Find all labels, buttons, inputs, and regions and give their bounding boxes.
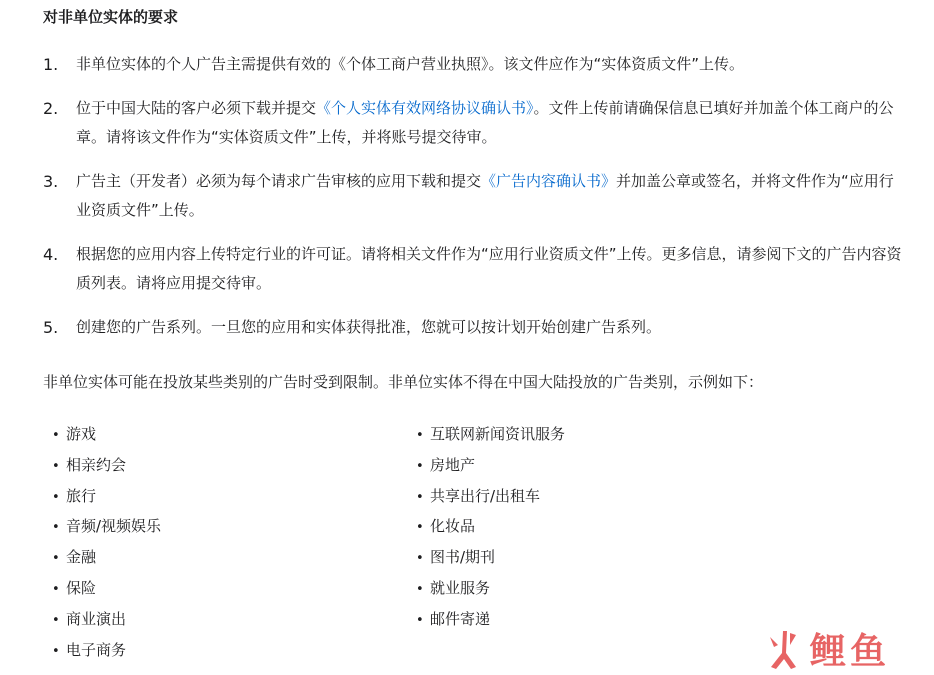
category-label: 游戏 [66, 425, 97, 443]
category-label: 化妆品 [430, 517, 476, 536]
requirement-step-3 [43, 167, 903, 225]
category-item [416, 450, 565, 481]
category-item [416, 419, 565, 450]
category-item [52, 542, 161, 573]
step-text: 非单位实体的个人广告主需提供有效的《个体工商户营业执照》。该文件应作为“实体资质文件”上传。 [76, 55, 745, 73]
step-number: 4. [43, 245, 59, 264]
bullet-icon: • [52, 581, 60, 597]
step-number: 5. [43, 318, 59, 337]
step-text: 位于中国大陆的客户必须下载并提交 [76, 99, 317, 117]
bullet-icon: • [52, 551, 60, 567]
step-number: 2. [43, 99, 59, 118]
category-label: 图书/期刊 [430, 548, 496, 567]
personal-entity-agreement-link[interactable]: 《个人实体有效网络协议确认书》 [316, 99, 534, 117]
step-text-continued: 并加盖公章或签名，并将文件作为“应用行业资质文件”上传。 [76, 172, 894, 219]
category-label: 商业演出 [66, 609, 127, 628]
category-label: 保险 [66, 578, 97, 597]
bullet-icon: • [416, 458, 424, 474]
category-item [416, 511, 565, 542]
site-logo-watermark [766, 623, 916, 671]
step-text: 根据您的应用内容上传特定行业的许可证。请将相关文件作为“应用行业资质文件”上传。更多信息，请参阅下文的广告内容资质列表。请将应用提交待审。 [76, 245, 902, 292]
restricted-categories-left [52, 419, 161, 665]
category-label: 相亲约会 [66, 455, 127, 474]
category-label: 共享出行/出租车 [430, 486, 541, 505]
category-item [416, 542, 565, 573]
step-text-continued: 。文件上传前请确保信息已填好并加盖个体工商户的公章。请将该文件作为“实体资质文件”上传，并将账号提交待审。 [76, 99, 894, 146]
bullet-icon: • [52, 612, 60, 628]
logo-wordmark: 鲤鱼 [810, 631, 891, 671]
requirement-step-1 [43, 50, 903, 79]
requirement-step-4 [43, 240, 903, 298]
requirement-step-5 [43, 313, 903, 342]
step-text: 创建您的广告系列。一旦您的应用和实体获得批准，您就可以按计划开始创建广告系列。 [76, 318, 662, 336]
bullet-icon: • [416, 612, 424, 628]
category-item [52, 419, 161, 450]
flame-logo-mark [770, 631, 796, 669]
bullet-icon: • [52, 458, 60, 474]
category-item [52, 511, 161, 542]
category-item [416, 573, 565, 604]
requirements-list [43, 50, 903, 357]
bullet-icon: • [52, 520, 60, 536]
bullet-icon: • [52, 489, 60, 505]
bullet-icon: • [416, 428, 424, 443]
step-number: 3. [43, 172, 59, 191]
category-label: 音频/视频娱乐 [66, 517, 162, 536]
category-item [52, 604, 161, 635]
bullet-icon: • [416, 551, 424, 567]
category-item [52, 481, 161, 512]
restricted-categories-right [416, 419, 565, 635]
category-label: 金融 [66, 548, 97, 567]
step-number: 1. [43, 55, 59, 74]
bullet-icon: • [52, 643, 60, 659]
category-item [416, 604, 565, 635]
category-label: 互联网新闻资讯服务 [430, 425, 566, 443]
category-label: 房地产 [430, 455, 476, 474]
ad-content-confirmation-link[interactable]: 《广告内容确认书》 [481, 172, 617, 190]
step-text: 广告主（开发者）必须为每个请求广告审核的应用下载和提交 [76, 172, 482, 190]
bullet-icon: • [52, 428, 60, 443]
category-item [52, 635, 161, 666]
category-item [52, 450, 161, 481]
category-item [52, 573, 161, 604]
restriction-paragraph: 非单位实体可能在投放某些类别的广告时受到限制。非单位实体不得在中国大陆投放的广告类别，示例如下： [43, 373, 764, 391]
section-heading: 对非单位实体的要求 [43, 8, 179, 26]
bullet-icon: • [416, 489, 424, 505]
category-item [416, 481, 565, 512]
category-label: 电子商务 [66, 640, 127, 659]
requirement-step-2 [43, 94, 903, 152]
category-label: 邮件寄递 [430, 609, 491, 628]
bullet-icon: • [416, 520, 424, 536]
bullet-icon: • [416, 581, 424, 597]
category-label: 旅行 [66, 486, 97, 505]
category-label: 就业服务 [430, 578, 491, 597]
